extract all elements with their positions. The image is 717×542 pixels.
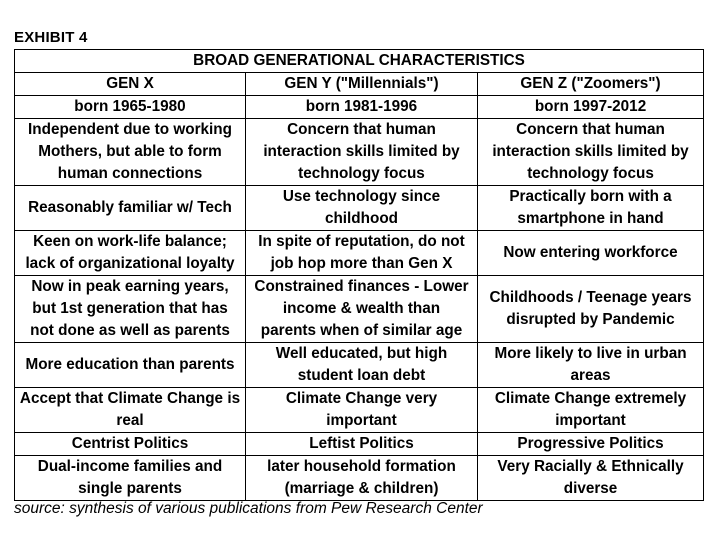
source-note: source: synthesis of various publications from Pew Research Center: [14, 500, 483, 517]
table-cell: Practically born with a smartphone in hand: [478, 186, 704, 231]
table-cell: Very Racially & Ethnically diverse: [478, 456, 704, 501]
table-row: [15, 231, 704, 276]
born-gen-x: born 1965-1980: [15, 96, 246, 119]
table-cell: Progressive Politics: [478, 433, 704, 456]
table-cell: In spite of reputation, do not job hop more than Gen X: [246, 231, 478, 276]
table-cell: Leftist Politics: [246, 433, 478, 456]
table-row: [15, 119, 704, 186]
table-cell: later household formation (marriage & children): [246, 456, 478, 501]
header-row: [15, 73, 704, 96]
table-cell: More education than parents: [15, 343, 246, 388]
exhibit-label: EXHIBIT 4: [14, 29, 88, 46]
table-cell: More likely to live in urban areas: [478, 343, 704, 388]
column-header-gen-y: GEN Y ("Millennials"): [246, 73, 478, 96]
table-row: [15, 433, 704, 456]
table-cell: Accept that Climate Change is real: [15, 388, 246, 433]
table-row: [15, 388, 704, 433]
column-header-gen-x: GEN X: [15, 73, 246, 96]
born-row: [15, 96, 704, 119]
born-gen-z: born 1997-2012: [478, 96, 704, 119]
table-row: [15, 276, 704, 343]
born-gen-y: born 1981-1996: [246, 96, 478, 119]
column-header-gen-z: GEN Z ("Zoomers"): [478, 73, 704, 96]
table-cell: Dual-income families and single parents: [15, 456, 246, 501]
table-cell: Well educated, but high student loan debt: [246, 343, 478, 388]
table-cell: Use technology since childhood: [246, 186, 478, 231]
table-cell: Concern that human interaction skills limited by technology focus: [478, 119, 704, 186]
table-row: [15, 186, 704, 231]
table-cell: Keen on work-life balance; lack of organizational loyalty: [15, 231, 246, 276]
table-row: [15, 456, 704, 501]
table-cell: Now in peak earning years, but 1st generation that has not done as well as parents: [15, 276, 246, 343]
generational-characteristics-table: [14, 49, 704, 501]
table-cell: Now entering workforce: [478, 231, 704, 276]
table-cell: Centrist Politics: [15, 433, 246, 456]
table-cell: Independent due to working Mothers, but able to form human connections: [15, 119, 246, 186]
table-cell: Concern that human interaction skills limited by technology focus: [246, 119, 478, 186]
table-row: [15, 343, 704, 388]
table-cell: Climate Change very important: [246, 388, 478, 433]
table-title: BROAD GENERATIONAL CHARACTERISTICS: [15, 50, 704, 73]
table-cell: Reasonably familiar w/ Tech: [15, 186, 246, 231]
table-cell: Climate Change extremely important: [478, 388, 704, 433]
table-cell: Childhoods / Teenage years disrupted by Pandemic: [478, 276, 704, 343]
table-cell: Constrained finances - Lower income & wealth than parents when of similar age: [246, 276, 478, 343]
